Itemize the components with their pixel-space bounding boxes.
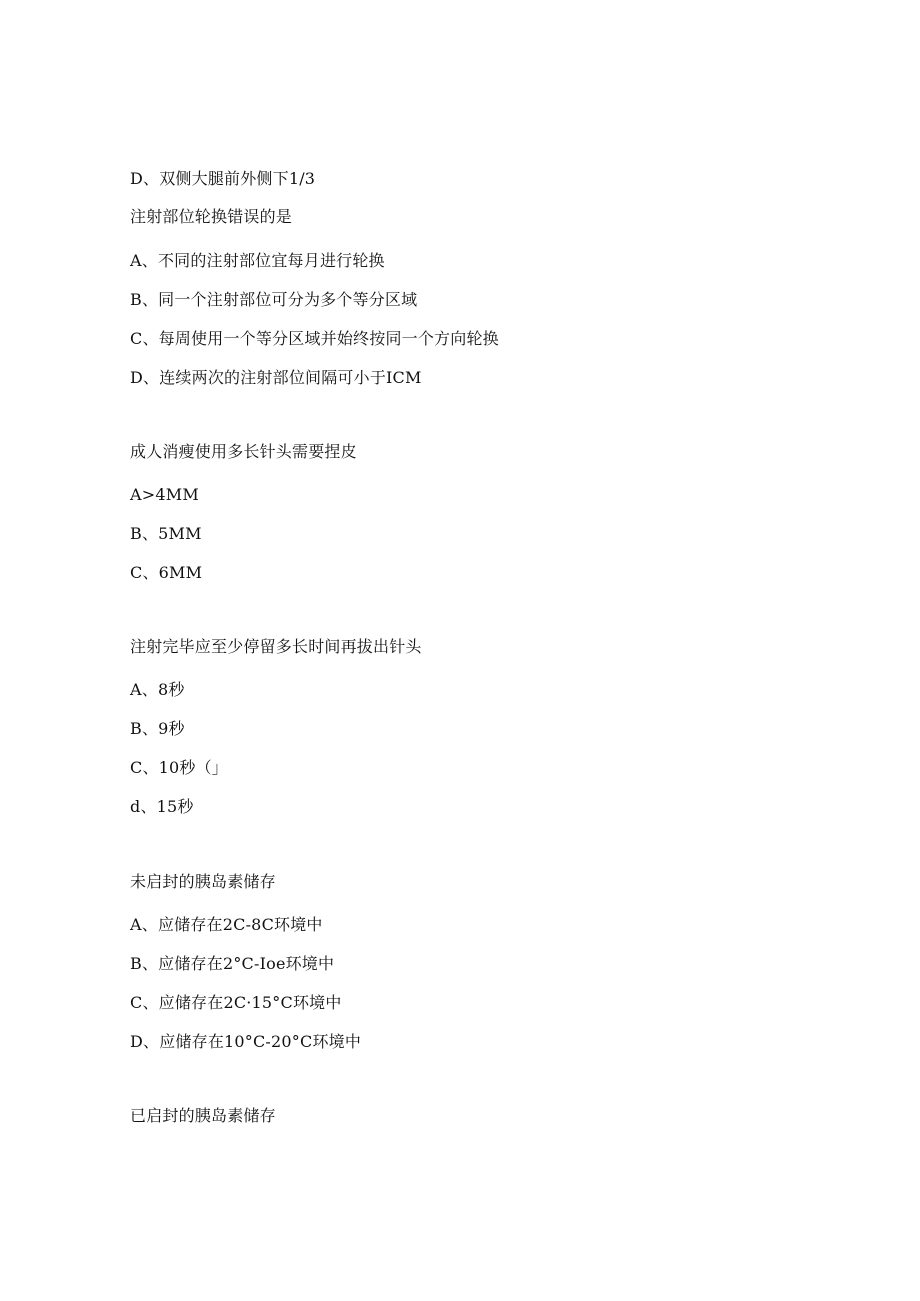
question-line: 未启封的胰岛素储存 <box>130 872 276 891</box>
option-line: A、应储存在2C-8C环境中 <box>130 915 323 934</box>
option-line: D、连续两次的注射部位间隔可小于ICM <box>130 368 422 387</box>
option-line: D、双侧大腿前外侧下1/3 <box>130 169 316 188</box>
option-line: B、同一个注射部位可分为多个等分区域 <box>130 290 418 309</box>
question-line: 已启封的胰岛素储存 <box>130 1106 276 1125</box>
option-line: B、9秒 <box>130 719 185 738</box>
question-line: 成人消瘦使用多长针头需要捏皮 <box>130 442 357 461</box>
option-line: A>4MM <box>130 485 199 504</box>
question-line: 注射完毕应至少停留多长时间再拔出针头 <box>130 637 422 656</box>
option-line: C、每周使用一个等分区域并始终按同一个方向轮换 <box>130 329 499 348</box>
option-line: C、10秒（」 <box>130 758 229 777</box>
option-line: B、应储存在2°C-Ioe环境中 <box>130 954 335 973</box>
option-line: B、5MM <box>130 524 202 543</box>
option-line: A、不同的注射部位宜每月进行轮换 <box>130 251 385 270</box>
option-line: A、8秒 <box>130 680 185 699</box>
question-line: 注射部位轮换错误的是 <box>130 207 293 226</box>
option-line: D、应储存在10°C-20°C环境中 <box>130 1032 362 1051</box>
option-line: d、15秒 <box>130 797 194 816</box>
option-line: C、应储存在2C·15°C环境中 <box>130 993 342 1012</box>
option-line: C、6MM <box>130 563 203 582</box>
